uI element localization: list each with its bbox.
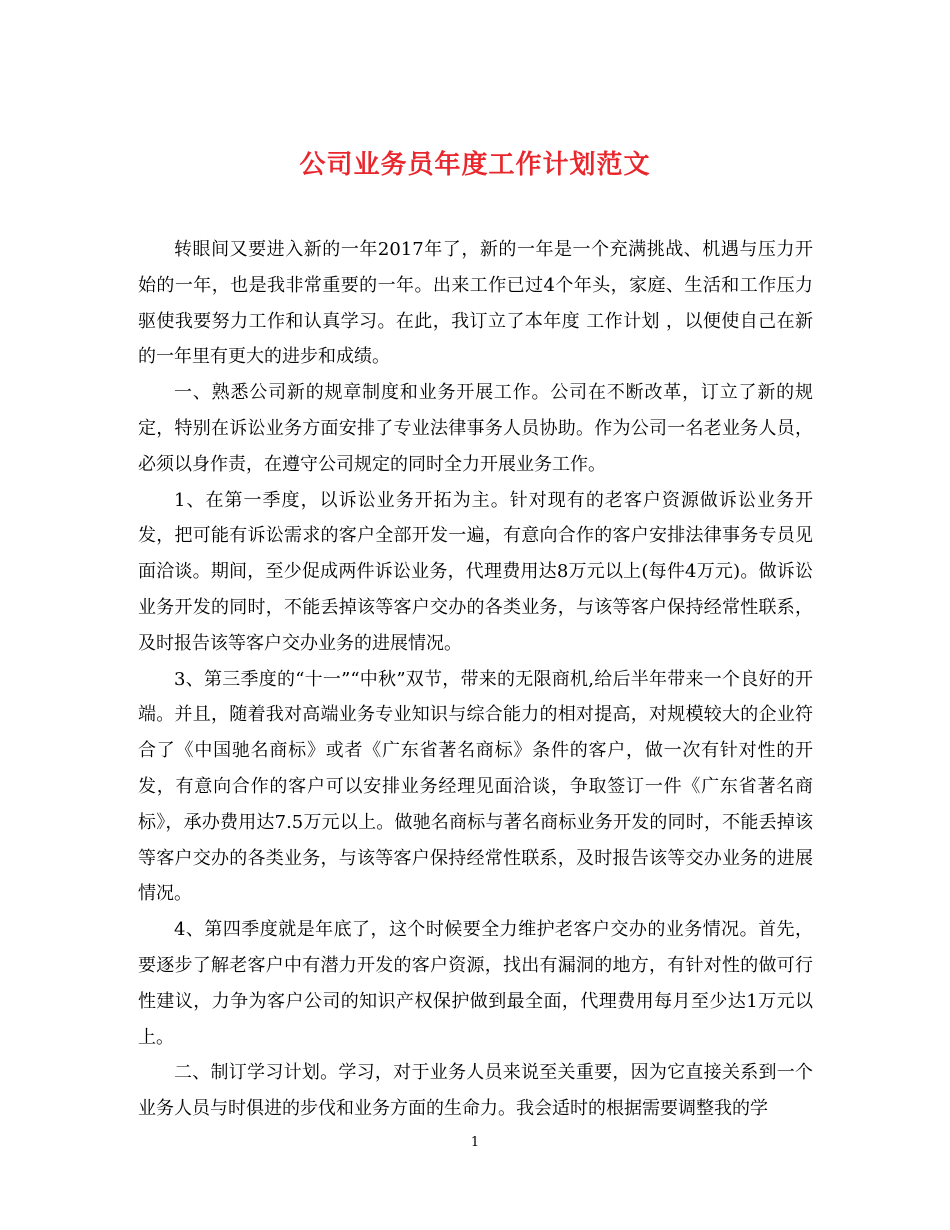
paragraph-section-two: 二、制订学习计划。学习，对于业务人员来说至关重要，因为它直接关系到一个业务人员与时俱进的步伐和业务方面的生命力。我会适时的根据需要调整我的学 (138, 1062, 813, 1120)
document-title: 公司业务员年度工作计划范文 (299, 150, 651, 181)
paragraph-intro: 转眼间又要进入新的一年2017年了，新的一年是一个充满挑战、机遇与压力开始的一年，也是我非常重要的一年。出来工作已过4个年头，家庭、生活和工作压力驱使我要努力工作和认真学习。在此，我订立了本年度 工作计划 ，以便使自己在新的一年里有更大的进步和成绩。 (138, 239, 813, 368)
paragraph-q1: 1、在第一季度，以诉讼业务开拓为主。针对现有的老客户资源做诉讼业务开发，把可能有诉讼需求的客户全部开发一遍，有意向合作的客户安排法律事务专员见面洽谈。期间，至少促成两件诉讼业务，代理费用达8万元以上(每件4万元)。做诉讼业务开发的同时，不能丢掉该等客户交办的各类业务，与该等客户保持经常性联系，及时报告该等客户交办业务的进展情况。 (138, 489, 813, 654)
paragraph-q4: 4、第四季度就是年底了，这个时候要全力维护老客户交办的业务情况。首先，要逐步了解老客户中有潜力开发的客户资源，找出有漏洞的地方，有针对性的做可行性建议，力争为客户公司的知识产权保护做到最全面，代理费用每月至少达1万元以上。 (138, 919, 813, 1048)
page-number: 1 (470, 1135, 480, 1150)
paragraph-section-one: 一、熟悉公司新的规章制度和业务开展工作。公司在不断改革，订立了新的规定，特别在诉讼业务方面安排了专业法律事务人员协助。作为公司一名老业务人员，必须以身作责，在遵守公司规定的同时全力开展业务工作。 (138, 382, 813, 475)
document-body (138, 232, 813, 1127)
paragraph-q3: 3、第三季度的“十一”“中秋”双节，带来的无限商机,给后半年带来一个良好的开端。并且，随着我对高端业务专业知识与综合能力的相对提高，对规模较大的企业符合了《中国驰名商标》或者《广东省著名商标》条件的客户，做一次有针对性的开发，有意向合作的客户可以安排业务经理见面洽谈，争取签订一件《广东省著名商标》，承办费用达7.5万元以上。做驰名商标与著名商标业务开发的同时，不能丢掉该等客户交办的各类业务，与该等客户保持经常性联系，及时报告该等交办业务的进展情况。 (138, 668, 813, 905)
